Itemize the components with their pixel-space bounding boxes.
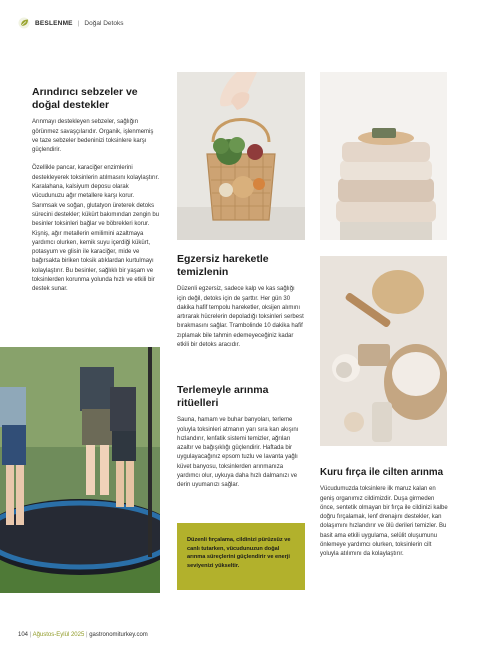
leaf-icon (18, 17, 30, 29)
page-footer (18, 632, 148, 638)
running-header (18, 16, 123, 30)
vegetable-basket-photo (177, 72, 305, 240)
website-link[interactable]: gastronomiturkey.com (89, 632, 148, 638)
title-line: temizlenin (177, 266, 229, 279)
title-line: Egzersiz hareketle (177, 253, 269, 265)
footer-separator: | (85, 632, 88, 638)
article-dry-brush-body: Vücudumuzda toksinlere ilk maruz kalan en geniş organımız cildimizdir. Duşa girmeden önce, sentetik olmayan bir fırça ile cildinizi kalbe doğru fırçalamak, lenf drenajını destekler, kan dolaşımını hızlandırır ve ölü derileri temizler. Bu basit ama etkili uygulama, selülit oluşumunu önlemeye yardımcı olurken, toksinlerin cilt yoluyla atılımını da kolaylaştırır. (320, 486, 448, 558)
article-vegetables-intro: Arınmayı destekleyen sebzeler, sağlığın görünmez savaşçılarıdır. Organik, işlenmemiş ve taze sebzeler bedeninizi toksinlere karşı güçlendirir. (32, 119, 154, 154)
article-exercise-body: Düzenli egzersiz, sadece kalp ve kas sağlığı için değil, detoks için de şarttır. Her gün 30 dakika hafif tempolu hareketler, oksijen alımını artırarak hücrelerin depoladığı toksinleri serbest bırakmasını sağlar. Trambolinde 10 dakika hafif zıplamak bile tahmin edemeyeceğiniz kadar etkili bir detoks aracıdır. (177, 286, 304, 349)
article-vegetables-body: Özellikle pancar, karaciğer enzimlerini destekleyerek toksinlerin atılmasını kolaylaştırır. Karalahana, kalsiyum deposu olarak vücudunuzu ağır metallere karşı korur. Sarımsak ve soğan, glutatyon üreterek detoks sürecini destekler; kükürt bakımından zengin bu besinler toksinleri bağlar ve böbrekleri korur. Kişniş, ağır metallerin emilimini azaltmaya yardımcı olurken, kemik suyu içerdiği kükürt, potasyum ve glisin ile karaciğer, mide ve bağırsakta biriken toksik atıklardan kurtulmayı kolaylaştırır. Bu besinler, sağlıklı bir yaşam ve toksinlerden korunma yolunda hızlı ve etkili bir destek sunar. (32, 165, 160, 293)
page-number: 104 (18, 632, 29, 638)
title-line: Terlemeyle arınma (177, 384, 269, 396)
pull-quote: Düzenli fırçalama, cildinizi pürüzsüz ve canlı tutarken, vücudunuzun doğal arınma süreçlerini güçlendirir ve enerji seviyenizi yükseltir. (177, 523, 305, 590)
subsection-label: Doğal Detoks (84, 19, 124, 27)
article-sweating-body: Sauna, hamam ve buhar banyoları, terleme yoluyla toksinleri atmanın yarı sıra kan akışını hızlandırır, lenfatik sistemi temizler, ağrıları azaltır ve bağışıklığı güçlendirir. Haftada bir uygulayacağınız epsom tuzlu ve lavanta yağlı küvet banyosu, toksinlerden arınmanıza yardımcı olur, uykuya daha hızlı dalmanızı ve derin uyumanızı sağlar. (177, 417, 299, 489)
article-vegetables-title (32, 86, 160, 112)
towels-photo (320, 72, 447, 240)
article-sweating-title (177, 384, 305, 410)
article-vegetables (32, 86, 160, 295)
article-exercise (177, 253, 305, 350)
article-dry-brush (320, 467, 448, 560)
footer-separator: | (29, 632, 32, 638)
header-separator: | (77, 19, 80, 27)
article-dry-brush-title: Kuru fırça ile cilten arınma (320, 467, 444, 478)
title-line: doğal destekler (32, 99, 110, 112)
section-label: BESLENME (35, 19, 73, 27)
issue-date: Ağustos-Eylül 2025 (32, 632, 85, 638)
article-exercise-title (177, 253, 305, 279)
bath-accessories-photo (320, 256, 447, 446)
trampoline-photo (0, 347, 160, 593)
title-line: ritüelleri (177, 397, 219, 410)
title-line: Arındırıcı sebzeler ve (32, 86, 138, 98)
article-sweating (177, 384, 305, 491)
